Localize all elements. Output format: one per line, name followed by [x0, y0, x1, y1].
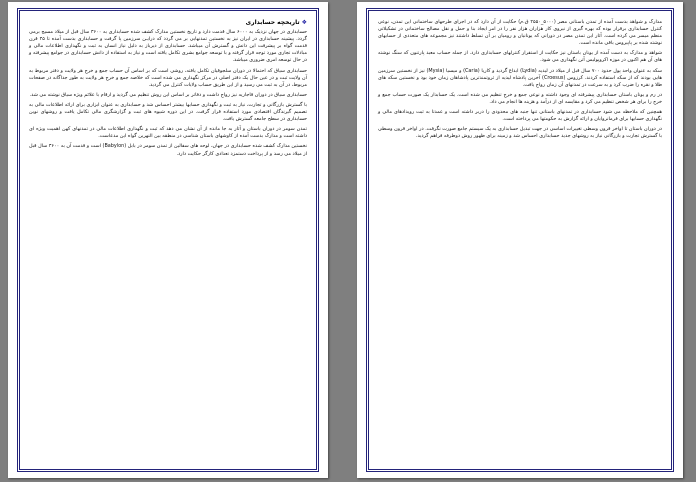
paragraph: شواهد و مدارک به دست آمده از یونان باستان نیز حکایت از استقرار کنترلهای حسابداری دارد. از جمله حساب معبد پارتنون که سنگ نوشته های آن هم اکنون در موزه اکروپولیس آتن نگهداری می شود.: [378, 50, 662, 64]
paragraph: حسابداری در جهان نزدیک به ۶۰۰۰ سال قدمت دارد و تاریخ نخستین مدارک کشف شده حسابداری به ۳۶۰۰ سال قبل از میلاد مسیح برمی گردد. پیشینه حسابداری در ایران نیز به نخستین تمدنهایی بر می گردد که درایـن سرزمین پا گرفت و حسابداری بدست آمده تا ۴۵ قرن قدمت گواه بر پیشرفت این دانش و گسترش آن میباشد. حسابداری از دیرباز به دلیل نیاز انسان به ثبت و نگهداری اطلاعات مالی و مبادلات تجاری مورد توجه قرار گرفته و با توسعه جوامع بشری تکامل یافته است و نیاز به استفاده از دانش حسابداری در جوامع پیشرفته و در حال توسعه امری ضروری میباشد.: [29, 29, 308, 64]
paragraph: در دوران باستان تا اواخر قرون وسطی تغییرات اساسی در جهت تبدیل حسابداری به یک سیستم جامع صورت نگرفت. در اواخر قرون وسطی با گسترش تجارت و بازرگانی نیاز به روشهای جدید حسابداری احساس شد و زمینه برای ظهور روش دوطرفه فراهم گردید.: [378, 126, 662, 140]
left-page: [8, 2, 328, 478]
paragraph: در رم و یونان باستان حسابداری پیشرفته ای وجود داشته و نوعی جمع و خرج تنظیم می شده است. یک حسابدار یک صورت حساب جمع و خرج را برای هر شخص تنظیم می کرد و مقایسه ای از درآمد و هزینه ها انجام می داد.: [378, 91, 662, 105]
paragraph: مدارک و شواهد بدست آمده از تمدن باستانی مصر (۵۰۰۰_۲۵۵۰ ق.م) حکایت از آن دارد که در اجرای طرحهای ساختمانی این تمدن، نوعی کنترل حسابداری برقرار بوده که بهره گیری از نیروی کار هزاران هزار نفر را در امر ایجاد بنا و حمل و نقل مصالح ساختمانی در تشکیلاتی منظم میسر می کرده است. آثار این تمدن مصر در دورانی که یونانیان و رومیان بر آن تسلط داشتند نیز مجموعه های متعددی از حسابهای نوشته شده بر پاپیروس باقی مانده است.: [378, 19, 662, 47]
left-page-text: [29, 19, 307, 158]
paragraph: حسابداری سیاق که احتمالا در دوران سلجوقیان تکامل یافته، روشی است که بر اساس آن حساب جمع و خرج هر ولایت و دفتر مربوط به آن ولایت ثبت و در عین حال یک دفتر اصلی در مرکز نگهداری می شده است که خلاصه جمع و خرج هر ولایت به طور جداگانه در صفحات مربوط، در آن به ثبت می رسید و از این طریق حساب ولایات کنترل می گردید.: [29, 67, 307, 88]
heading-bullet-icon: ❖: [301, 19, 307, 26]
paragraph: حسابداری سیاق در دوران قاجاریه نیز رواج داشت و دفاتر بر اساس این روش تنظیم می گردید و ارقام با علائم ویژه سیاق نوشته می شد.: [29, 91, 307, 98]
paragraph: تمدن سومر در دوران باستان و آثار به جا مانده از آن نشان می دهد که ثبت و نگهداری اطلاعات مالی در تمدنهای کهن اهمیت ویژه ای داشته است و مدارک بدست آمده از کاوشهای باستان شناسی در منطقه بین النهرین گواه این مدعاست.: [29, 126, 307, 140]
paragraph: سکه به عنوان واحد پول حدود ۷۰۰ سال قبل از میلاد در لیدیه (Lydia) ابداع گردید و کاریا (Caria) و میسیا (Mysia) نیز از نخستین سرزمین هایی بودند که از سکه استفاده کردند. کرزوس (Croesus) آخرین پادشاه لیدیه از ثروتمندترین پادشاهان زمان خود بود و نخستین سکه های طلا و نقره را ضرب کرد و به سرعت در تمدنهای آن زمان رواج یافت.: [378, 67, 662, 88]
section-heading: [29, 19, 307, 26]
heading-text: تاریخچه حسابداری: [245, 19, 300, 26]
paragraph: نخستین مدارک کشف شده حسابداری در جهان، لوحه های سفالین از تمدن سومر در بابل (Babylon) است و قدمت آن به ۳۶۰۰ سال قبل از میلاد می رسد و از پرداخت دستمزد تعدادی کارگر حکایت دارد.: [29, 143, 307, 157]
right-page: [357, 2, 683, 478]
paragraph: با گسترش بازرگانی و تجارت، نیاز به ثبت و نگهداری حسابها بیشتر احساس شد و حسابداری به عنوان ابزاری برای ارائه اطلاعات مالی به تصمیم گیرندگان اقتصادی مورد استفاده قرار گرفت. در این دوره شیوه های ثبت و گزارشگری مالی تکامل یافت و روشهای نوین حسابداری در سطح جامعه گسترش یافت.: [29, 101, 307, 123]
right-page-text: [378, 19, 662, 140]
right-page-border: [366, 8, 674, 472]
paragraph: همچنین که ملاحظه می شود حسابداری در تمدنهای باستانی تنها جنبه های محدودی را دربر داشته است و عمدتا به ثبت رویدادهای مالی و نگهداری حسابها برای فرمانروایان و ارائه گزارش به حکومتها می پرداخته است.: [378, 109, 662, 123]
left-page-border: [17, 8, 319, 472]
